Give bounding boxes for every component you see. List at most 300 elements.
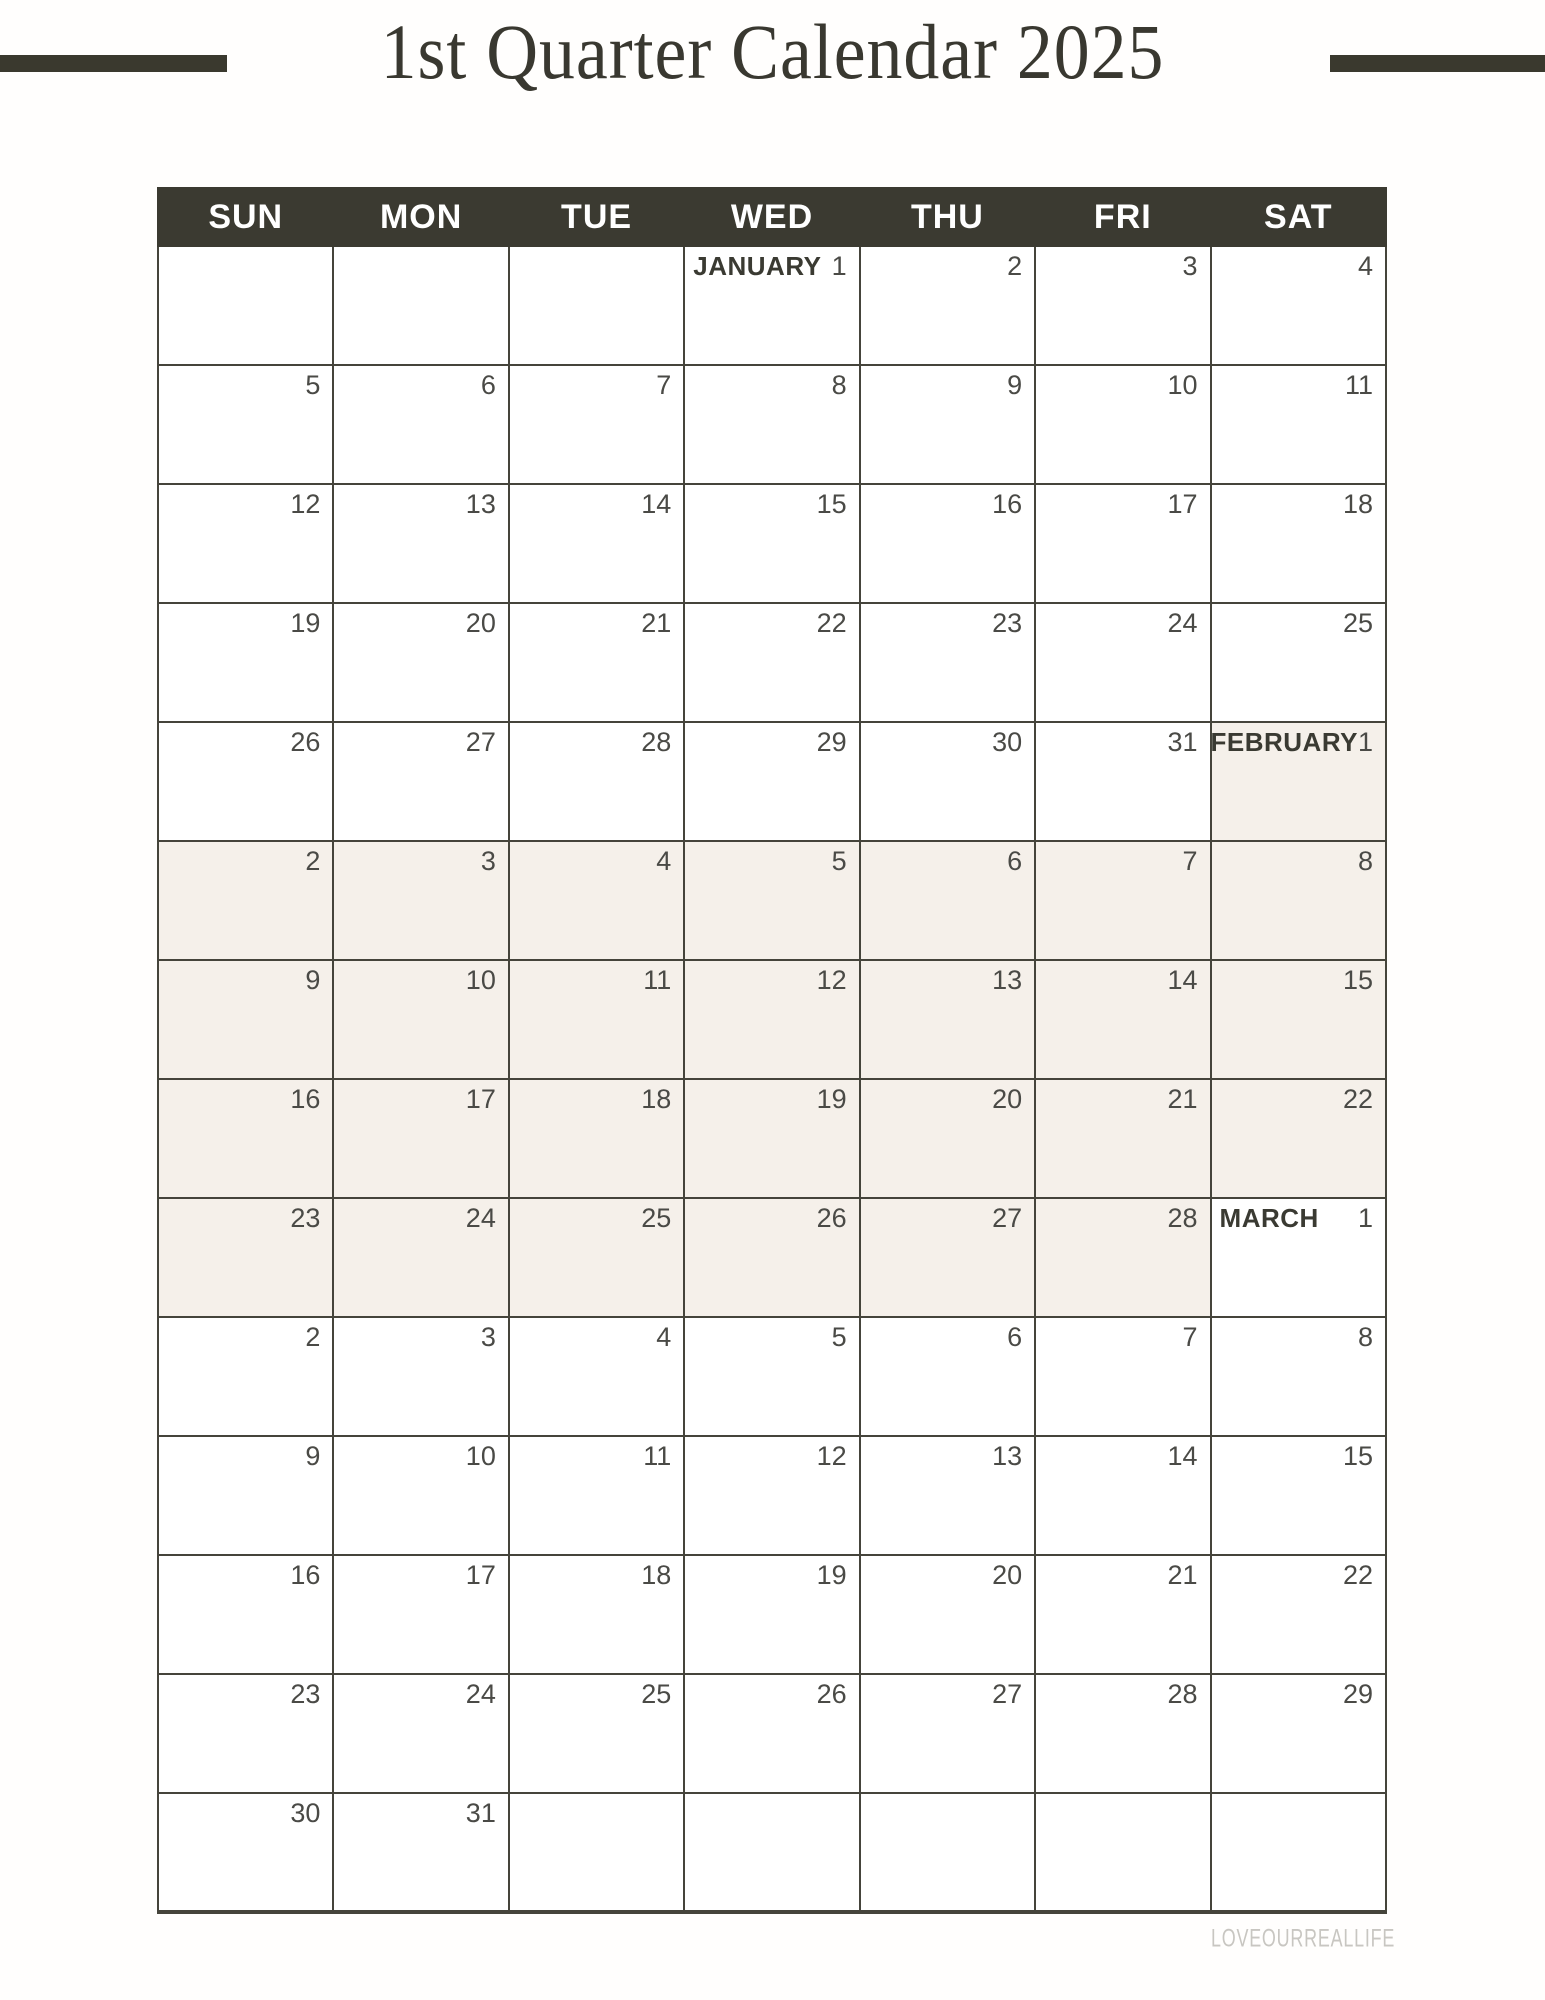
calendar-week-row — [158, 722, 1386, 841]
day-cell-header — [510, 485, 683, 520]
day-cell-17 — [333, 1079, 508, 1198]
day-number: 20 — [465, 608, 496, 638]
calendar-week-row — [158, 960, 1386, 1079]
day-cell-14 — [1035, 1436, 1210, 1555]
day-cell-23 — [860, 603, 1035, 722]
day-cell-21 — [1035, 1555, 1210, 1674]
day-cell-17 — [333, 1555, 508, 1674]
day-cell-18 — [1211, 484, 1386, 603]
day-cell-28 — [509, 722, 684, 841]
day-cell-2 — [860, 246, 1035, 365]
day-cell-empty — [158, 246, 333, 365]
day-number: 14 — [641, 489, 672, 519]
day-number: 2 — [305, 1322, 321, 1352]
day-cell-header — [510, 842, 683, 877]
day-cell-10 — [1035, 365, 1210, 484]
day-cell-13 — [860, 960, 1035, 1079]
day-cell-31 — [333, 1793, 508, 1912]
day-number: 17 — [1167, 489, 1198, 519]
day-number: 11 — [1344, 370, 1373, 400]
day-number: 15 — [816, 489, 847, 519]
day-cell-25 — [509, 1198, 684, 1317]
day-cell-14 — [509, 484, 684, 603]
day-number: 20 — [992, 1084, 1023, 1114]
day-cell-9 — [860, 365, 1035, 484]
day-cell-20 — [860, 1555, 1035, 1674]
day-number: 24 — [1167, 608, 1198, 638]
day-cell-2 — [158, 841, 333, 960]
weekday-thu: THU — [860, 188, 1035, 246]
day-cell-11 — [509, 1436, 684, 1555]
day-number: 11 — [643, 1441, 672, 1471]
day-cell-header — [685, 366, 858, 401]
day-number: 1 — [1357, 727, 1373, 757]
day-number: 4 — [656, 1322, 672, 1352]
day-cell-header — [685, 961, 858, 996]
day-number: 6 — [1007, 846, 1023, 876]
day-number: 28 — [1167, 1679, 1198, 1709]
weekday-wed: WED — [684, 188, 859, 246]
day-number: 21 — [641, 608, 672, 638]
day-number: 23 — [290, 1203, 321, 1233]
day-cell-header — [861, 1437, 1034, 1472]
day-cell-header — [1212, 604, 1385, 639]
day-cell-header — [1036, 961, 1209, 996]
day-number: 8 — [831, 370, 847, 400]
day-cell-header — [510, 1556, 683, 1591]
day-cell-19 — [158, 603, 333, 722]
calendar-week-row — [158, 1674, 1386, 1793]
day-number: 7 — [656, 370, 672, 400]
day-cell-20 — [860, 1079, 1035, 1198]
watermark-text: LOVEOURREALLIFE — [1210, 1924, 1395, 1953]
day-cell-10 — [333, 1436, 508, 1555]
day-cell-header — [334, 366, 507, 401]
day-number: 28 — [641, 727, 672, 757]
day-number: 13 — [992, 1441, 1023, 1471]
day-cell-22 — [1211, 1555, 1386, 1674]
day-number: 4 — [1357, 251, 1373, 281]
day-cell-header — [685, 485, 858, 520]
month-label: JANUARY — [693, 251, 822, 281]
day-number: 21 — [1167, 1560, 1198, 1590]
calendar-week-row — [158, 1317, 1386, 1436]
weekday-fri: FRI — [1035, 188, 1210, 246]
day-cell-27 — [860, 1198, 1035, 1317]
day-cell-header — [685, 723, 858, 758]
day-cell-24 — [333, 1674, 508, 1793]
day-cell-header — [159, 1675, 332, 1710]
day-cell-22 — [684, 603, 859, 722]
day-cell-header — [159, 1794, 332, 1829]
day-cell-header — [510, 1437, 683, 1472]
day-cell-header — [510, 1318, 683, 1353]
day-number: 14 — [1167, 1441, 1198, 1471]
day-cell-18 — [509, 1079, 684, 1198]
day-number: 26 — [816, 1679, 847, 1709]
day-cell-30 — [860, 722, 1035, 841]
day-number: 27 — [992, 1679, 1023, 1709]
calendar-week-row — [158, 603, 1386, 722]
calendar-week-row — [158, 1079, 1386, 1198]
day-cell-header — [685, 1080, 858, 1115]
day-number: 5 — [831, 846, 847, 876]
day-number: 24 — [465, 1203, 496, 1233]
day-cell-header — [861, 247, 1034, 282]
day-cell-header — [1036, 1318, 1209, 1353]
day-cell-header — [1036, 604, 1209, 639]
day-cell-header — [334, 1794, 507, 1829]
day-cell-header — [510, 723, 683, 758]
day-number: 11 — [643, 965, 672, 995]
day-cell-header — [334, 842, 507, 877]
day-number: 28 — [1167, 1203, 1198, 1233]
day-number: 10 — [465, 1441, 496, 1471]
day-cell-6 — [860, 1317, 1035, 1436]
day-cell-12 — [684, 960, 859, 1079]
day-cell-20 — [333, 603, 508, 722]
day-cell-21 — [509, 603, 684, 722]
day-number: 9 — [305, 1441, 321, 1471]
day-number: 17 — [465, 1084, 496, 1114]
calendar-week-row — [158, 484, 1386, 603]
day-cell-16 — [158, 1079, 333, 1198]
day-number: 10 — [1167, 370, 1198, 400]
day-cell-5 — [684, 841, 859, 960]
day-number: 30 — [992, 727, 1023, 757]
day-cell-header — [861, 842, 1034, 877]
day-number: 14 — [1167, 965, 1198, 995]
day-cell-7 — [1035, 841, 1210, 960]
day-number: 27 — [465, 727, 496, 757]
day-cell-header — [685, 842, 858, 877]
day-cell-header — [334, 1556, 507, 1591]
day-number: 8 — [1357, 1322, 1373, 1352]
day-cell-january-1 — [684, 246, 859, 365]
day-number: 31 — [1167, 727, 1198, 757]
day-cell-13 — [860, 1436, 1035, 1555]
day-cell-header — [685, 1556, 858, 1591]
day-cell-header — [334, 723, 507, 758]
day-cell-header — [1036, 1199, 1209, 1234]
day-cell-header — [1212, 247, 1385, 282]
day-cell-header — [1212, 366, 1385, 401]
day-cell-header — [1212, 1080, 1385, 1115]
day-number: 12 — [816, 1441, 847, 1471]
day-number: 19 — [816, 1084, 847, 1114]
calendar-week-row — [158, 1793, 1386, 1912]
day-cell-header — [861, 604, 1034, 639]
day-cell-header — [159, 485, 332, 520]
day-cell-2 — [158, 1317, 333, 1436]
day-cell-16 — [860, 484, 1035, 603]
day-cell-empty — [509, 1793, 684, 1912]
day-number: 22 — [1342, 1084, 1373, 1114]
day-cell-header — [510, 1675, 683, 1710]
day-cell-8 — [1211, 1317, 1386, 1436]
day-cell-header — [1212, 961, 1385, 996]
day-cell-29 — [1211, 1674, 1386, 1793]
calendar-week-row — [158, 1555, 1386, 1674]
day-cell-february-1 — [1211, 722, 1386, 841]
day-cell-header — [1212, 1437, 1385, 1472]
day-cell-5 — [684, 1317, 859, 1436]
day-cell-9 — [158, 1436, 333, 1555]
day-cell-header — [685, 1199, 858, 1234]
day-number: 17 — [465, 1560, 496, 1590]
day-cell-empty — [509, 246, 684, 365]
day-cell-15 — [1211, 960, 1386, 1079]
day-cell-header — [510, 366, 683, 401]
calendar-grid — [158, 246, 1386, 1912]
day-number: 1 — [1357, 1203, 1373, 1233]
day-cell-7 — [509, 365, 684, 484]
day-cell-5 — [158, 365, 333, 484]
day-cell-16 — [158, 1555, 333, 1674]
day-number: 7 — [1182, 1322, 1198, 1352]
day-cell-header — [1036, 1675, 1209, 1710]
day-cell-header — [861, 1675, 1034, 1710]
day-number: 13 — [465, 489, 496, 519]
weekday-sun: SUN — [158, 188, 333, 246]
day-number: 12 — [816, 965, 847, 995]
day-cell-25 — [1211, 603, 1386, 722]
day-number: 27 — [992, 1203, 1023, 1233]
day-number: 25 — [641, 1679, 672, 1709]
day-cell-header — [510, 1199, 683, 1234]
day-cell-8 — [684, 365, 859, 484]
day-cell-empty — [860, 1793, 1035, 1912]
day-cell-header — [159, 842, 332, 877]
day-cell-header — [1212, 1199, 1385, 1234]
day-cell-header — [510, 1080, 683, 1115]
calendar-week-row — [158, 246, 1386, 365]
day-cell-header — [1036, 842, 1209, 877]
day-cell-9 — [158, 960, 333, 1079]
day-cell-header — [334, 1437, 507, 1472]
day-cell-29 — [684, 722, 859, 841]
day-number: 19 — [816, 1560, 847, 1590]
day-number: 3 — [480, 846, 496, 876]
day-cell-22 — [1211, 1079, 1386, 1198]
day-cell-header — [685, 1675, 858, 1710]
day-cell-empty — [684, 1793, 859, 1912]
day-cell-14 — [1035, 960, 1210, 1079]
title-accent-bar-right — [1330, 55, 1545, 72]
day-cell-header — [861, 723, 1034, 758]
day-number: 26 — [816, 1203, 847, 1233]
day-cell-header — [861, 1080, 1034, 1115]
day-cell-4 — [1211, 246, 1386, 365]
day-cell-header — [510, 604, 683, 639]
day-number: 30 — [290, 1798, 321, 1828]
day-cell-header — [1036, 1080, 1209, 1115]
day-number: 23 — [290, 1679, 321, 1709]
day-number: 22 — [1342, 1560, 1373, 1590]
day-cell-header — [861, 485, 1034, 520]
day-cell-23 — [158, 1674, 333, 1793]
day-cell-15 — [684, 484, 859, 603]
day-number: 1 — [831, 251, 847, 281]
day-cell-header — [334, 1199, 507, 1234]
day-cell-march-1 — [1211, 1198, 1386, 1317]
day-number: 16 — [992, 489, 1023, 519]
day-cell-header — [159, 961, 332, 996]
day-cell-header — [159, 366, 332, 401]
day-cell-6 — [333, 365, 508, 484]
day-number: 16 — [290, 1560, 321, 1590]
day-cell-header — [159, 1318, 332, 1353]
day-cell-3 — [333, 841, 508, 960]
day-cell-4 — [509, 1317, 684, 1436]
day-cell-header — [861, 366, 1034, 401]
weekday-mon: MON — [333, 188, 508, 246]
day-number: 3 — [480, 1322, 496, 1352]
weekday-sat: SAT — [1211, 188, 1386, 246]
day-cell-empty — [333, 246, 508, 365]
day-cell-header — [159, 604, 332, 639]
title-area — [0, 0, 1545, 130]
day-number: 18 — [1342, 489, 1373, 519]
day-cell-8 — [1211, 841, 1386, 960]
day-number: 9 — [1007, 370, 1023, 400]
day-cell-header — [159, 1556, 332, 1591]
day-number: 4 — [656, 846, 672, 876]
day-number: 24 — [465, 1679, 496, 1709]
day-cell-10 — [333, 960, 508, 1079]
day-cell-header — [1036, 247, 1209, 282]
day-number: 20 — [992, 1560, 1023, 1590]
day-number: 29 — [816, 727, 847, 757]
day-cell-21 — [1035, 1079, 1210, 1198]
day-number: 26 — [290, 727, 321, 757]
day-cell-23 — [158, 1198, 333, 1317]
day-cell-26 — [684, 1198, 859, 1317]
day-cell-11 — [1211, 365, 1386, 484]
day-cell-header — [685, 1437, 858, 1472]
day-cell-header — [685, 1318, 858, 1353]
day-cell-header — [1036, 485, 1209, 520]
day-cell-header — [1212, 1556, 1385, 1591]
day-number: 6 — [480, 370, 496, 400]
day-number: 2 — [1007, 251, 1023, 281]
day-number: 29 — [1342, 1679, 1373, 1709]
day-cell-header — [334, 1675, 507, 1710]
day-cell-header — [861, 961, 1034, 996]
day-cell-empty — [1035, 1793, 1210, 1912]
day-number: 23 — [992, 608, 1023, 638]
calendar-week-row — [158, 841, 1386, 960]
day-cell-header — [334, 961, 507, 996]
day-cell-13 — [333, 484, 508, 603]
day-cell-19 — [684, 1079, 859, 1198]
day-cell-30 — [158, 1793, 333, 1912]
page-title: 1st Quarter Calendar 2025 — [380, 9, 1165, 96]
day-cell-25 — [509, 1674, 684, 1793]
day-number: 15 — [1342, 965, 1373, 995]
calendar-table — [157, 187, 1387, 1914]
day-cell-header — [1212, 485, 1385, 520]
day-number: 25 — [1342, 608, 1373, 638]
day-cell-header — [861, 1199, 1034, 1234]
day-cell-19 — [684, 1555, 859, 1674]
day-cell-header — [861, 1556, 1034, 1591]
day-cell-15 — [1211, 1436, 1386, 1555]
day-cell-27 — [860, 1674, 1035, 1793]
day-number: 15 — [1342, 1441, 1373, 1471]
day-cell-header — [1212, 1318, 1385, 1353]
day-cell-24 — [1035, 603, 1210, 722]
day-cell-header — [1212, 842, 1385, 877]
day-cell-header — [1212, 1675, 1385, 1710]
day-number: 25 — [641, 1203, 672, 1233]
day-cell-empty — [1211, 1793, 1386, 1912]
month-label: FEBRUARY — [1210, 727, 1358, 757]
month-label: MARCH — [1219, 1203, 1319, 1233]
day-cell-header — [1036, 1556, 1209, 1591]
day-number: 10 — [465, 965, 496, 995]
day-cell-header — [159, 723, 332, 758]
day-number: 9 — [305, 965, 321, 995]
day-cell-24 — [333, 1198, 508, 1317]
day-number: 8 — [1357, 846, 1373, 876]
day-number: 5 — [305, 370, 321, 400]
day-cell-11 — [509, 960, 684, 1079]
day-cell-header — [159, 1199, 332, 1234]
weekday-header — [158, 188, 1386, 246]
day-cell-12 — [684, 1436, 859, 1555]
day-number: 18 — [641, 1084, 672, 1114]
calendar-week-row — [158, 1436, 1386, 1555]
day-cell-header — [334, 1080, 507, 1115]
day-number: 7 — [1182, 846, 1198, 876]
day-cell-28 — [1035, 1674, 1210, 1793]
day-cell-header — [861, 1318, 1034, 1353]
day-cell-26 — [684, 1674, 859, 1793]
day-cell-3 — [333, 1317, 508, 1436]
day-cell-header — [1036, 723, 1209, 758]
day-cell-4 — [509, 841, 684, 960]
day-cell-7 — [1035, 1317, 1210, 1436]
day-cell-header — [685, 604, 858, 639]
weekday-tue: TUE — [509, 188, 684, 246]
day-cell-header — [685, 247, 858, 282]
day-cell-header — [1212, 723, 1385, 758]
day-number: 5 — [831, 1322, 847, 1352]
day-number: 3 — [1182, 251, 1198, 281]
day-cell-26 — [158, 722, 333, 841]
day-number: 21 — [1167, 1084, 1198, 1114]
weekday-header-row — [158, 188, 1386, 246]
day-cell-header — [334, 485, 507, 520]
day-cell-header — [1036, 366, 1209, 401]
day-cell-6 — [860, 841, 1035, 960]
day-cell-18 — [509, 1555, 684, 1674]
calendar-week-row — [158, 365, 1386, 484]
day-number: 22 — [816, 608, 847, 638]
day-cell-header — [510, 961, 683, 996]
calendar-week-row — [158, 1198, 1386, 1317]
day-number: 16 — [290, 1084, 321, 1114]
day-cell-header — [159, 1437, 332, 1472]
day-number: 31 — [465, 1798, 496, 1828]
day-cell-27 — [333, 722, 508, 841]
day-number: 13 — [992, 965, 1023, 995]
day-cell-header — [334, 604, 507, 639]
day-cell-28 — [1035, 1198, 1210, 1317]
day-number: 18 — [641, 1560, 672, 1590]
day-cell-header — [159, 1080, 332, 1115]
